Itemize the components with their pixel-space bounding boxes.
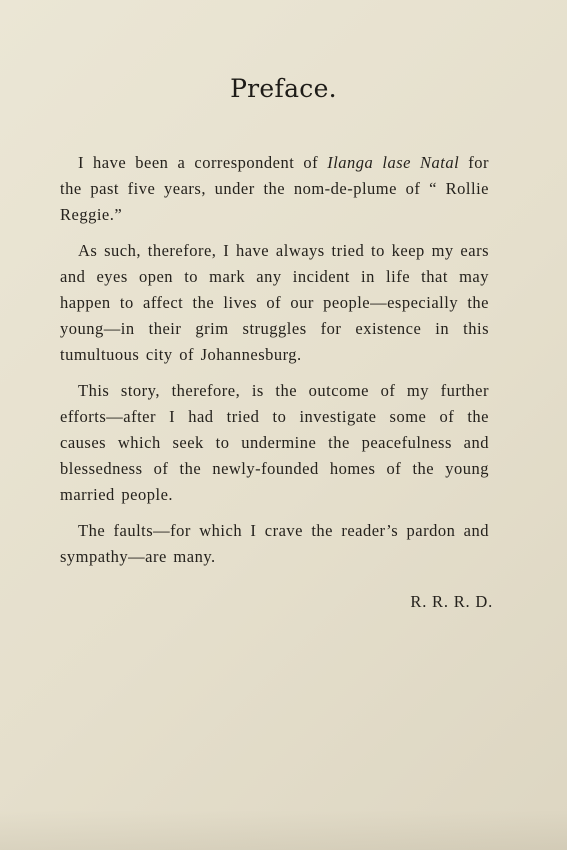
newspaper-title: Ilanga lase Natal — [327, 153, 460, 172]
author-signature: R. R. R. D. — [410, 592, 493, 611]
paragraph-3 — [60, 378, 489, 508]
paragraph-4-text: The faults—for which I crave the reader’s pardon and sympathy—are many. — [60, 521, 489, 566]
paragraph-1 — [60, 150, 489, 228]
paragraph-1-text-a: I have been a correspondent of — [78, 153, 328, 172]
paragraph-2 — [60, 238, 489, 368]
paragraph-3-text: This story, therefore, is the outcome of my further efforts—after I had tried to investigate some of the causes which seek to undermine the peacefulness and blessedness of the newly-founded homes of the young married people. — [60, 381, 489, 504]
paragraph-4 — [60, 518, 489, 570]
page-title: Preface. — [230, 74, 337, 103]
paragraph-2-text: As such, therefore, I have always tried to keep my ears and eyes open to mark any incident in life that may happen to affect the lives of our people—especially the young—in their grim struggles for existence in this tumultuous city of Johannesburg. — [60, 241, 489, 364]
paragraph-1-text-b: for the past five years, under the nom-de-plume of “ Rollie Reggie.” — [60, 153, 489, 224]
preface-body — [60, 150, 489, 580]
